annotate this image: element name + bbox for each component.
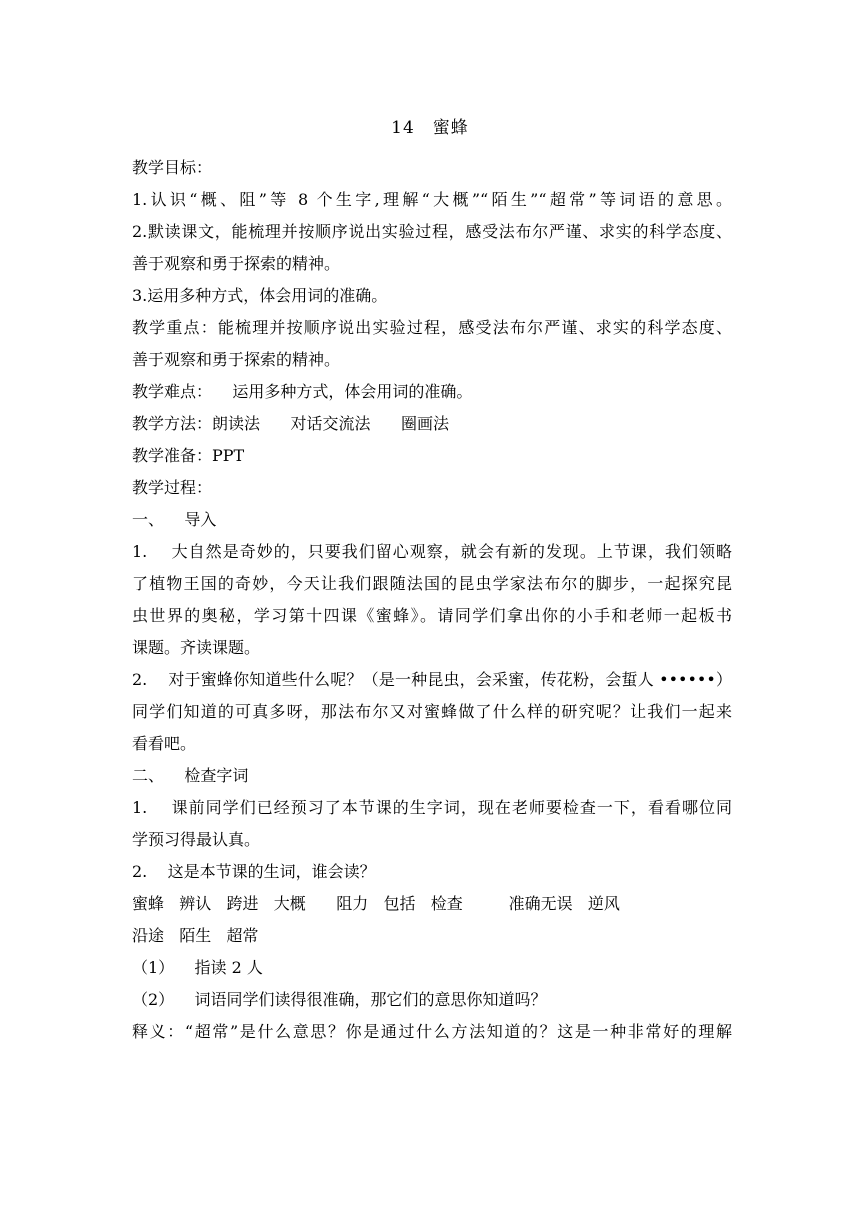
text-line: 看看吧。 [132, 734, 197, 753]
text-line: 2. 这是本节课的生词，谁会读？ [132, 862, 376, 881]
text-line: 一、 导入 [132, 510, 217, 529]
text-line: （1） 指读 2 人 [132, 958, 263, 977]
text-line: 沿途 陌生 超常 [132, 926, 259, 945]
text-line: 同学们知道的可真多呀，那法布尔又对蜜蜂做了什么样的研究呢？让我们一起来 [132, 702, 732, 721]
text-line: 3.运用多种方式，体会用词的准确。 [132, 286, 388, 305]
text-line: 教学方法：朗读法 对话交流法 圈画法 [132, 414, 450, 433]
text-line: 教学目标： [132, 158, 213, 177]
text-line: 1.认识“概、阻”等 8 个生字,理解“大概”“陌生”“超常”等词语的意思。 [132, 190, 732, 209]
document-body [132, 152, 732, 1048]
text-line: 2. 对于蜜蜂你知道些什么呢？（是一种昆虫，会采蜜，传花粉，会蜇人 ••••••） [132, 670, 732, 689]
text-line: 课题。齐读课题。 [132, 638, 261, 657]
text-line: 善于观察和勇于探索的精神。 [132, 350, 341, 369]
text-line: 了植物王国的奇妙，今天让我们跟随法国的昆虫学家法布尔的脚步，一起探究昆 [132, 574, 732, 593]
text-line: 教学重点：能梳理并按顺序说出实验过程，感受法布尔严谨、求实的科学态度、 [132, 318, 732, 337]
text-line: 蜜蜂 辨认 跨进 大概 阻力 包括 检查 准确无误 逆风 [132, 894, 620, 913]
text-line: 1. 课前同学们已经预习了本节课的生字词，现在老师要检查一下，看看哪位同 [132, 798, 732, 817]
document-title: 14 蜜蜂 [391, 118, 469, 138]
text-line: 释义：“超常”是什么意思？你是通过什么方法知道的？这是一种非常好的理解 [132, 1022, 732, 1041]
text-line: 善于观察和勇于探索的精神。 [132, 254, 341, 273]
text-line: 二、 检查字词 [132, 766, 249, 785]
text-line: 虫世界的奥秘，学习第十四课《蜜蜂》。请同学们拿出你的小手和老师一起板书 [132, 606, 732, 625]
text-line: 2.默读课文，能梳理并按顺序说出实验过程，感受法布尔严谨、求实的科学态度、 [132, 222, 732, 241]
text-line: 教学过程： [132, 478, 213, 497]
text-line: 教学准备：PPT [132, 446, 245, 465]
text-line: 1. 大自然是奇妙的，只要我们留心观察，就会有新的发现。上节课，我们领略 [132, 542, 732, 561]
text-line: 学预习得最认真。 [132, 830, 261, 849]
text-line: 教学难点： 运用多种方式，体会用词的准确。 [132, 382, 473, 401]
text-line: （2） 词语同学们读得很准确，那它们的意思你知道吗？ [132, 990, 547, 1009]
